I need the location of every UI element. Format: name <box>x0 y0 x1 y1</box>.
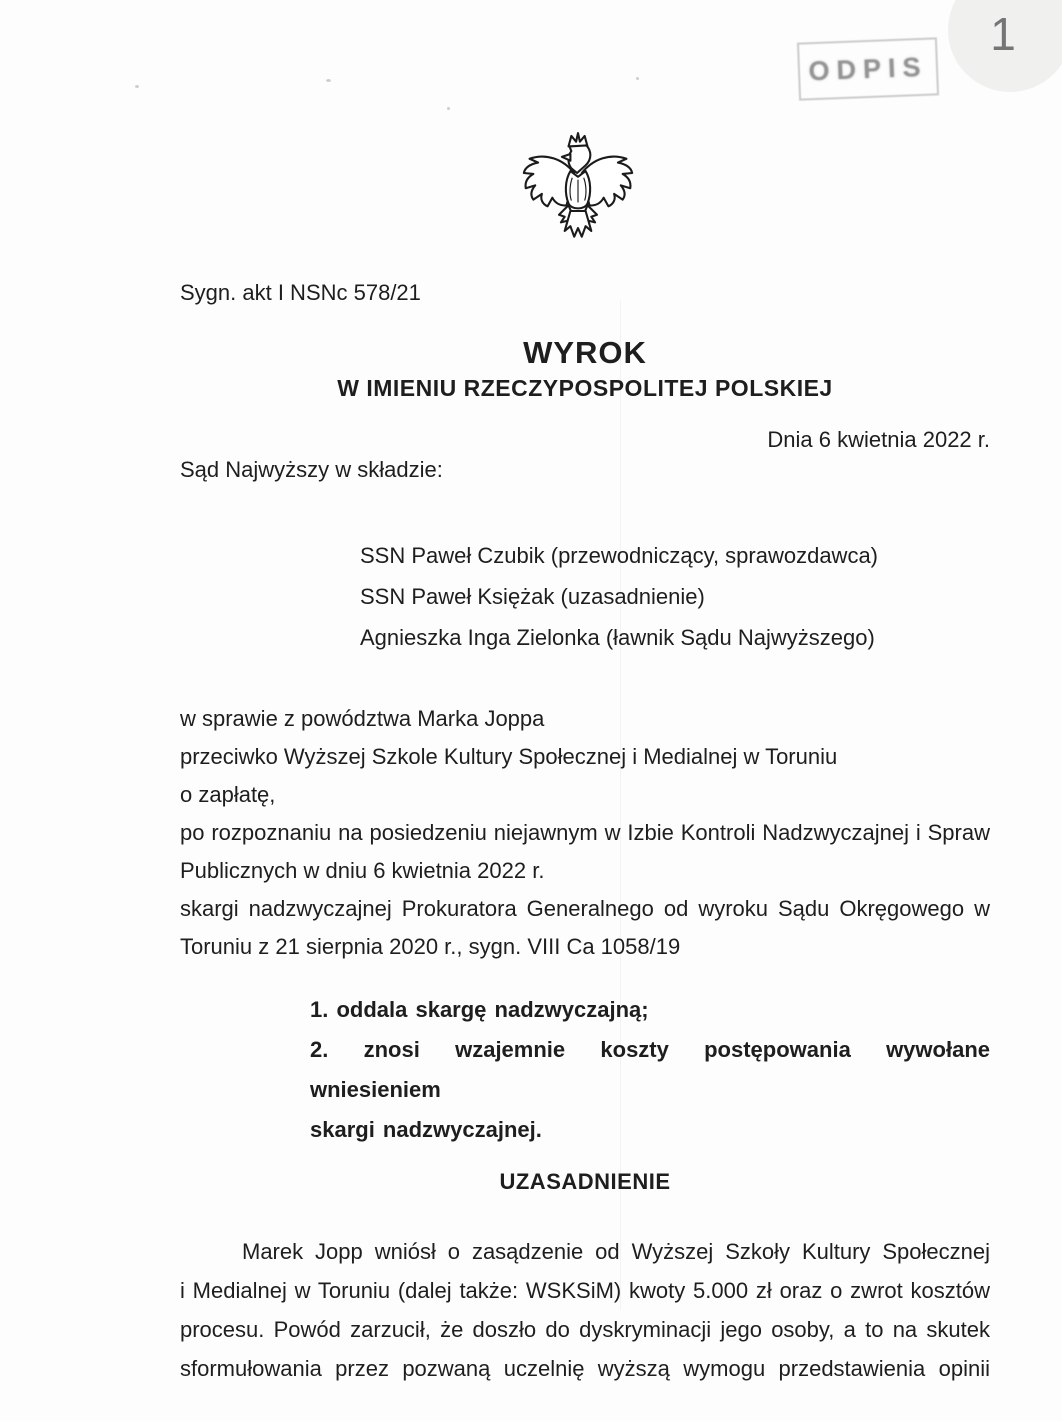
ruling-line: skargi nadzwyczajnej. <box>310 1117 542 1142</box>
case-line: w sprawie z powództwa Marka Joppa <box>180 706 545 731</box>
judge-line: SSN Paweł Czubik (przewodniczący, sprawozdawca) <box>360 543 879 568</box>
judge-line: SSN Paweł Księżak (uzasadnienie) <box>360 584 705 609</box>
judgment-date: Dnia 6 kwietnia 2022 r. <box>767 427 990 452</box>
judge-line: Agnieszka Inga Zielonka (ławnik Sądu Najwyższego) <box>360 625 875 650</box>
paragraph-line: Marek Jopp wniósł o zasądzenie od Wyższej Szkoły Kultury Społecznej <box>242 1239 990 1264</box>
ruling-line: 1. oddala skargę nadzwyczajną; <box>310 997 649 1022</box>
document-title: WYROK <box>523 335 647 370</box>
justification-heading: UZASADNIENIE <box>499 1169 671 1194</box>
document-body <box>180 0 990 1388</box>
case-line: skargi nadzwyczajnej Prokuratora Generalnego od wyroku Sądu Okręgowego w <box>180 896 990 921</box>
page-number: 1 <box>990 8 1016 60</box>
case-line: po rozpoznaniu na posiedzeniu niejawnym w Izbie Kontroli Nadzwyczajnej i Spraw <box>180 820 990 845</box>
case-line: przeciwko Wyższej Szkole Kultury Społecznej i Medialnej w Toruniu <box>180 744 838 769</box>
ruling-line: 2. znosi wzajemnie koszty postępowania wywołane wniesieniem <box>310 1037 990 1102</box>
judges-list <box>360 535 990 658</box>
case-line: Toruniu z 21 sierpnia 2020 r., sygn. VIII Ca 1058/19 <box>180 934 681 959</box>
panel-intro: Sąd Najwyższy w składzie: <box>180 457 443 482</box>
case-line: Publicznych w dniu 6 kwietnia 2022 r. <box>180 858 545 883</box>
document-subtitle: W IMIENIU RZECZYPOSPOLITEJ POLSKIEJ <box>337 375 833 401</box>
paragraph-line: sformułowania przez pozwaną uczelnię wyższą wymogu przedstawienia opinii <box>180 1356 990 1381</box>
paragraph-line: i Medialnej w Toruniu (dalej także: WSKSiM) kwoty 5.000 zł oraz o zwrot kosztów <box>180 1278 990 1303</box>
case-description <box>180 700 990 966</box>
case-line: o zapłatę, <box>180 782 276 807</box>
odpis-stamp-label: ODPIS <box>807 51 929 86</box>
justification-paragraph <box>180 1232 990 1388</box>
case-number: Sygn. akt I NSNc 578/21 <box>180 280 421 305</box>
ruling-block <box>310 990 990 1150</box>
paragraph-line: procesu. Powód zarzucił, że doszło do dyskryminacji jego osoby, a to na skutek <box>180 1317 990 1342</box>
scan-speck <box>135 85 139 88</box>
